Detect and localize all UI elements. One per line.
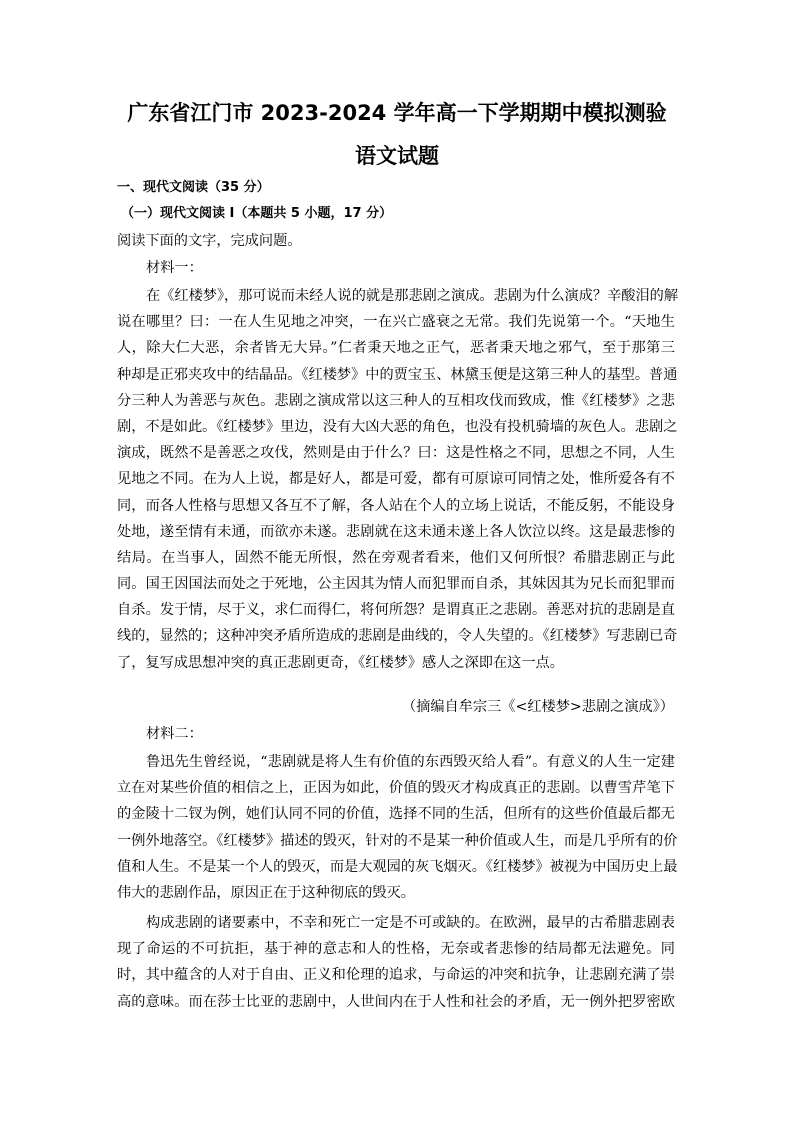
material2-paragraph-1	[117, 749, 678, 906]
material1-source: （摘编自牟宗三《<红楼梦>悲剧之演成》）	[401, 699, 674, 715]
paragraph-line: 值和人生。不是某一个人的毁灭，而是大观园的灰飞烟灭。《红楼梦》被视为中国历史上最	[117, 858, 678, 875]
paragraph-line: 时，其中蕴含的人对于自由、正义和伦理的追求，与命运的冲突和抗争，让悲剧充满了崇	[117, 967, 675, 984]
subsection-heading: （一）现代文阅读 I（本题共 5 小题，17 分）	[121, 206, 393, 221]
paragraph-line: 高的意味。而在莎士比亚的悲剧中，人世间内在于人性和社会的矛盾，无一例外把罗密欧	[117, 993, 675, 1010]
paragraph-line: 结局。在当事人，固然不能无所恨，然在旁观者看来，他们又何所恨？希腊悲剧正与此	[117, 549, 675, 566]
paragraph-line: 立在对某些价值的相信之上，正因为如此，价值的毁灭才构成真正的悲剧。以曹雪芹笔下	[117, 780, 675, 797]
material1-label: 材料一：	[146, 260, 203, 276]
paragraph-line: 的金陵十二钗为例，她们认同不同的价值，选择不同的生活，但所有的这些价值最后都无	[117, 806, 675, 823]
material2-paragraph-2	[117, 910, 675, 1015]
paragraph-line: 在《红楼梦》，那可说而未经人说的就是那悲剧之演成。悲剧为什么演成？辛酸泪的解	[146, 288, 679, 304]
section-heading: 一、现代文阅读（35 分）	[117, 180, 270, 195]
material2-label: 材料二：	[146, 726, 203, 742]
paragraph-line: 伟大的悲剧作品，原因正在于这种彻底的毁灭。	[117, 884, 415, 901]
paragraph-line: 一例外地落空。《红楼梦》描述的毁灭，针对的不是某一种价值或人生，而是几乎所有的价	[117, 832, 678, 849]
document-subtitle: 语文试题	[355, 144, 439, 168]
paragraph-line: 现了命运的不可抗拒，基于神的意志和人的性格，无奈或者悲惨的结局都无法避免。同	[117, 941, 675, 958]
paragraph-line: 鲁迅先生曾经说，“悲剧就是将人生有价值的东西毁灭给人看”。有意义的人生一定建	[146, 754, 675, 770]
instruction-text: 阅读下面的文字，完成问题。	[117, 233, 302, 249]
paragraph-line: 分三种人为善恶与灰色。悲剧之演成常以这三种人的互相攻伐而致成，惟《红楼梦》之悲	[117, 392, 675, 409]
paragraph-line: 同，而各人性格与思想又各互不了解，各人站在个人的立场上说话，不能反躬，不能设身	[117, 497, 675, 514]
paragraph-line: 人，除大仁大恶，余者皆无大异。”仁者秉天地之正气，恶者秉天地之邪气，至于那第三	[117, 340, 675, 357]
document-title: 广东省江门市 2023-2024 学年高一下学期期中模拟测验	[127, 101, 667, 125]
paragraph-line: 说在哪里？曰：一在人生见地之冲突，一在兴亡盛衰之无常。我们先说第一个。“天地生	[117, 314, 675, 331]
material1-paragraph	[117, 283, 679, 676]
paragraph-line: 同。国王因国法而处之于死地，公主因其为情人而犯罪而自杀，其妹因其为兄长而犯罪而	[117, 576, 675, 593]
paragraph-line: 线的，显然的；这种冲突矛盾所造成的悲剧是曲线的，令人失望的。《红楼梦》写悲剧已奇	[117, 628, 678, 645]
paragraph-line: 见地之不同。在为人上说，都是好人，都是可爱，都有可原谅可同情之处，惟所爱各有不	[117, 471, 675, 488]
paragraph-line: 演成，既然不是善恶之攻伐，然则是由于什么？曰：这是性格之不同，思想之不同，人生	[117, 445, 675, 462]
paragraph-line: 构成悲剧的诸要素中，不幸和死亡一定是不可或缺的。在欧洲，最早的古希腊悲剧表	[146, 915, 675, 931]
paragraph-line: 处地，遂至情有未通，而欲亦未遂。悲剧就在这未通未遂上各人饮泣以终。这是最悲惨的	[117, 523, 675, 540]
paragraph-line: 剧，不是如此。《红楼梦》里边，没有大凶大恶的角色，也没有投机骑墙的灰色人。悲剧之	[117, 418, 678, 435]
paragraph-line: 种却是正邪夹攻中的结晶品。《红楼梦》中的贾宝玉、林黛玉便是这第三种人的基型。普通	[117, 366, 678, 383]
paragraph-line: 了，复写成思想冲突的真正悲剧更奇，《红楼梦》感人之深即在这一点。	[117, 654, 564, 671]
paragraph-line: 自杀。发于情，尽于义，求仁而得仁，将何所怨？是谓真正之悲剧。善恶对抗的悲剧是直	[117, 602, 675, 619]
